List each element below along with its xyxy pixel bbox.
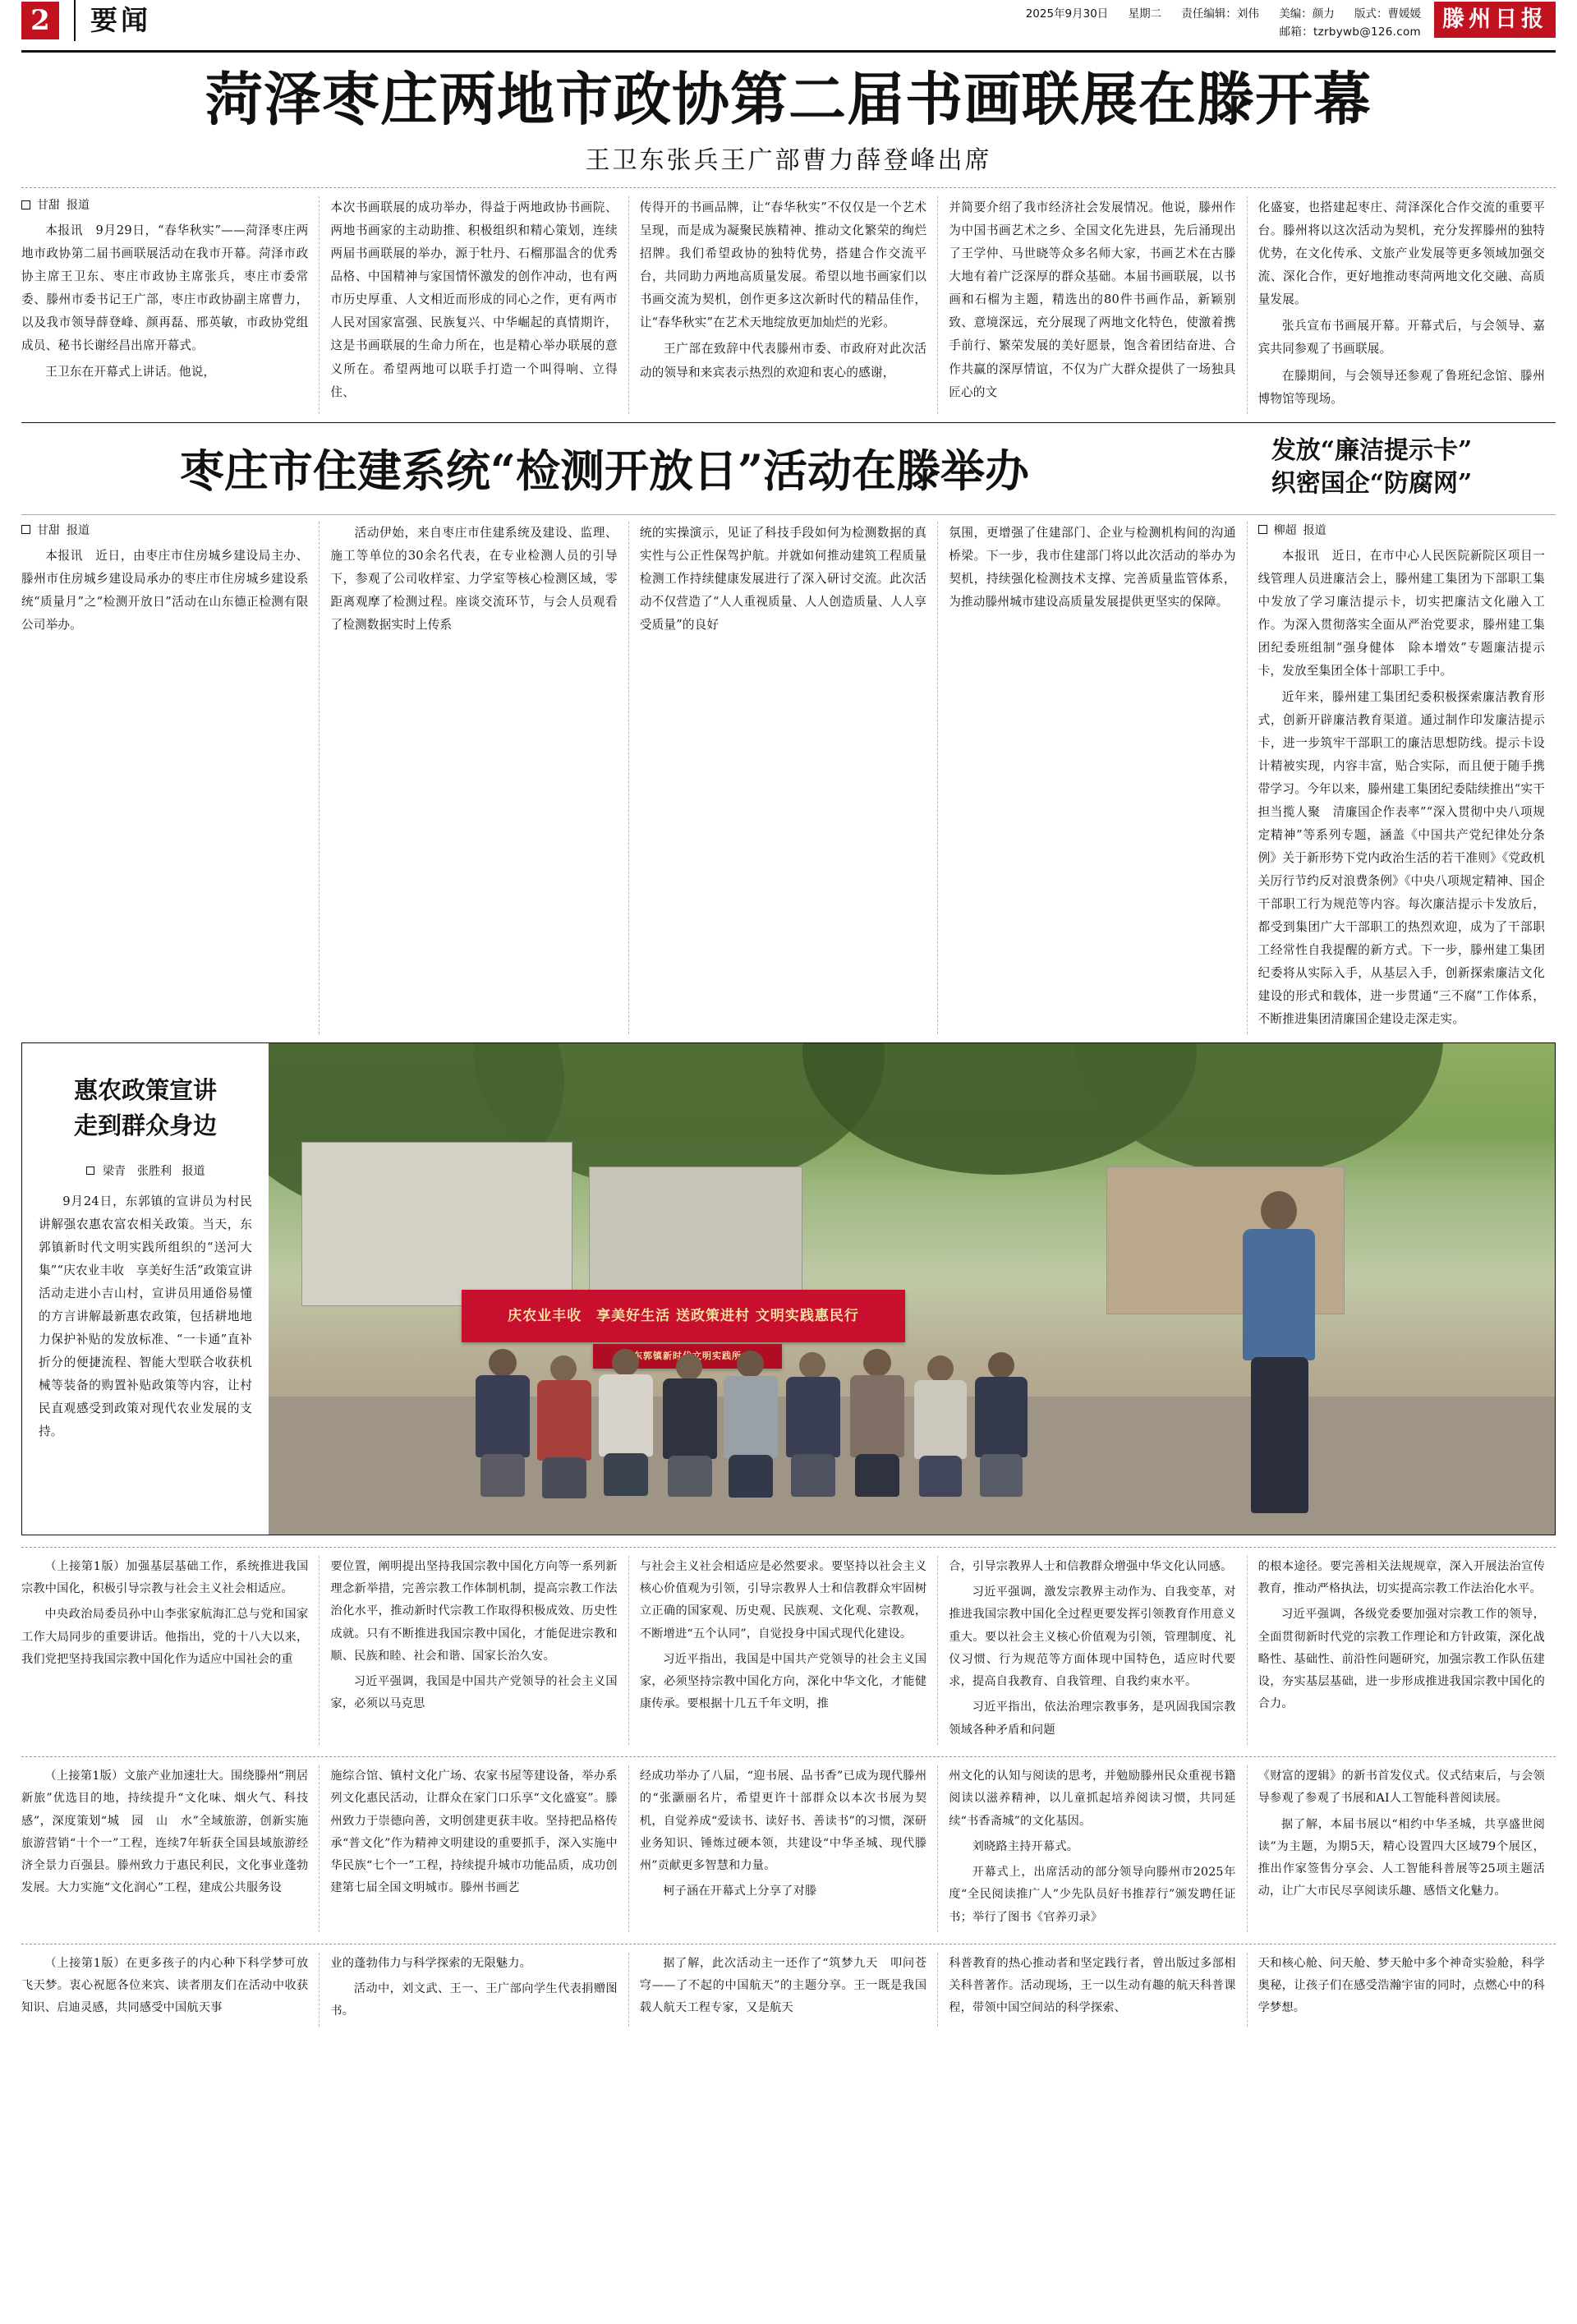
jump1-column-4 <box>938 1556 1247 1745</box>
byline <box>21 196 308 213</box>
divider <box>21 1547 1556 1548</box>
byline-marker-icon <box>21 525 30 534</box>
jump1-column-1 <box>21 1556 320 1745</box>
photo-title-line1: 惠农政策宣讲 <box>73 1075 217 1104</box>
publish-date: 2025年9月30日 <box>1025 7 1109 21</box>
audience-person <box>661 1354 719 1498</box>
audience-person <box>722 1351 779 1498</box>
paragraph: 习近平指出，我国是中国共产党领导的社会主义国家，必须坚持宗教中国化方向，深化中华文化，才能健康传承。要根据十几五千年文明，推 <box>639 1652 927 1711</box>
paragraph: 州文化的认知与阅读的思考，并勉励滕州民众重视书籍阅读以滋养精神，以儿童抓起培养阅读习惯，共同延续“书香斋城”的文化基因。 <box>949 1769 1236 1828</box>
paragraph: （上接第1版）在更多孩子的内心种下科学梦可放飞天梦。衷心祝愿各位来宾、读者朋友们在活动中收获知识、启迪灵感，共同感受中国航天事 <box>21 1956 309 2015</box>
speaker-person <box>1230 1191 1328 1520</box>
jump3-column-3 <box>629 1953 938 2027</box>
jump1-column-5 <box>1248 1556 1556 1745</box>
section2-column-1 <box>21 522 320 1034</box>
paragraph: 氛围，更增强了住建部门、企业与检测机构间的沟通桥梁。下一步，我市住建部门将以此次活动的举办为契机，持续强化检测技术支撑、完善质量监管体系，为推动滕州城市建设高质量发展提供更坚实的保障。 <box>949 525 1236 609</box>
paragraph: 的根本途径。要完善相关法规规章，深入开展法治宣传教育，推动严格执法，切实提高宗教工作法治化水平。 <box>1257 1559 1546 1596</box>
paragraph: 化盛宴，也搭建起枣庄、菏泽深化合作交流的重要平台。滕州将以这次活动为契机，充分发挥滕州的独特优势，在文化传承、文旅产业发展等更多领域加强交流、深化合作，更好地推动枣菏两地文化交融、高质量发展。 <box>1257 200 1546 307</box>
byline-marker-icon <box>86 1167 94 1175</box>
jump2-column-5 <box>1248 1765 1556 1932</box>
byline-author: 甘甜 <box>37 523 60 537</box>
photo-credit <box>39 1162 252 1179</box>
photo-feature-title <box>39 1073 252 1144</box>
byline-author: 柳超 <box>1273 523 1297 537</box>
paragraph: 习近平强调，各级党委要加强对宗教工作的领导，全面贯彻新时代党的宗教工作理论和方针政策，深化战略性、基础性、前沿性问题研究，加强宗教工作队伍建设，夯实基层基础，进一步形成推进我国宗教中国化的合力。 <box>1257 1608 1546 1711</box>
paragraph: 本报讯 近日，在市中心人民医院新院区项目一线管理人员进廉洁会上，滕州建工集团为下部职工集中发放了学习廉洁提示卡，切实把廉洁文化融入工作。为深入贯彻落实全面从严治党要求，滕州建工集团纪委班组制“强身健体 除本增效”专题廉洁提示卡，发放至集团全体十部职工手中。 <box>1257 548 1546 678</box>
byline-role: 报道 <box>1303 523 1326 537</box>
section2-headlines <box>21 431 1556 508</box>
jump2-column-2 <box>320 1765 628 1932</box>
byline-marker-icon <box>1258 525 1267 534</box>
paragraph: 张兵宣布书画展开幕。开幕式后，与会领导、嘉宾共同参观了书画联展。 <box>1257 319 1546 357</box>
paragraph: （上接第1版）加强基层基础工作，系统推进我国宗教中国化，积极引导宗教与社会主义社会相适应。 <box>21 1559 309 1596</box>
lead-column-2 <box>320 196 628 413</box>
audience-person <box>597 1349 655 1497</box>
paragraph: 近年来，滕州建工集团纪委积极探索廉洁教育形式，创新开辟廉洁教育渠道。通过制作印发廉洁提示卡，进一步筑牢干部职工的廉洁思想防线。提示卡设计精被实现，内容丰富，贴合实际，而且便于随手携带学习。今年以来，滕州建工集团纪委陆续推出“实干担当揽人聚 清廉国企作表率”“深入贯彻中央八项规定精神”等系列专题，涵盖《中国共产党纪律处分条例》关于新形势下党内政治生活的若干准则》《党政机关厉行节约反对浪费条例》《中央八项规定精神、国企干部职工行为规范等内容。每次廉洁提示卡发放后，都受到集团广大干部职工的热烈欢迎，成为了干部职工经常性自我提醒的新方式。下一步，滕州建工集团纪委将从实际入手，从基层入手，创新探索廉洁文化建设的形式和载体，进一步贯通“三不腐”工作体系，不断推进集团清廉国企建设走深走实。 <box>1257 689 1546 1026</box>
section2-column-4 <box>938 522 1247 1034</box>
building <box>589 1167 802 1298</box>
lead-subheadline: 王卫东张兵王广部曹力薛登峰出席 <box>585 146 992 176</box>
section2-column-3 <box>629 522 938 1034</box>
photo-caption-text: 9月24日，东郭镇的宣讲员为村民讲解强农惠农富农相关政策。当天，东郭镇新时代文明实践所组织的“送河大集”“庆农业丰收 享美好生活”政策宣讲活动走进小吉山村，宣讲员用通俗易懂的方言讲解最新惠农政策，包括耕地地力保护补贴的发放标准、“一卡通”直补折分的便捷流程、智能大型联合收获机械等装备的购置补贴政策等内容，让村民直观感受到政策对现代农业发展的支持。 <box>39 1194 252 1439</box>
paragraph: 据了解，此次活动主一还作了“筑梦九天 叩问苍穹——了不起的中国航天”的主题分享。王一既是我国载人航天工程专家，又是航天 <box>639 1956 927 2015</box>
divider <box>21 514 1556 515</box>
paragraph: 柯子涵在开幕式上分享了对滕 <box>663 1885 817 1898</box>
photo-caption-column <box>22 1043 269 1535</box>
audience-person <box>536 1355 593 1499</box>
paragraph: 施综合馆、镇村文化广场、农家书屋等建设备，举办系列文化惠民活动，让群众在家门口乐享“文化盛宴”。滕州致力于崇德向善，文明创建更获丰收。坚持把品格传承“普文化”作为精神文明建设的重要抓手，深入实施中华民族“七个一”工程，持续提升城市功能品质，成功创建第七届全国文明城市。滕州书画艺 <box>330 1769 618 1895</box>
lead-column-5 <box>1248 196 1556 413</box>
paragraph: 合，引导宗教界人士和信教群众增强中华文化认同感。 <box>949 1559 1233 1573</box>
paragraph: 活动伊始，来自枣庄市住建系统及建设、监理、施工等单位的30余名代表，在专业检测人员的引导下，参观了公司收样室、力学室等核心检测区域，零距离观摩了检测过程。座谈交流环节，与会人员观看了检测数据实时上传系 <box>330 525 618 632</box>
masthead-meta <box>151 0 1434 41</box>
lead-column-4 <box>938 196 1247 413</box>
byline-role: 报道 <box>67 199 90 213</box>
art-editor: 美编：颜力 <box>1279 7 1335 21</box>
byline-role: 报道 <box>67 523 90 537</box>
building <box>301 1142 572 1306</box>
photo-title-line2: 走到群众身边 <box>73 1111 217 1140</box>
layout-editor: 版式：曹媛媛 <box>1354 7 1421 21</box>
photo-credit-author: 梁青 张胜利 <box>103 1164 172 1178</box>
divider <box>21 1756 1556 1757</box>
paragraph: 《财富的逻辑》的新书首发仪式。仪式结束后，与会领导参观了参观了书展和AI人工智能科普阅读展。 <box>1257 1769 1546 1806</box>
section2-column-2 <box>320 522 628 1034</box>
byline <box>1258 522 1545 538</box>
paragraph: 要位置，阐明提出坚持我国宗教中国化方向等一系列新理念新举措，完善宗教工作体制机制，提高宗教工作法治化水平，推动新时代宗教工作取得积极成效、历史性成就。只有不断推进我国宗教中国化，才能促进宗教和顺、民族和睦、社会和谐、国家长治久安。 <box>330 1559 618 1663</box>
jump-section-3 <box>21 1953 1556 2027</box>
paragraph: （上接第1版）文旅产业加速壮大。围绕滕州“荆居新旅”优选目的地，持续提升“文化味、烟火气、科技感”，深度策划“城 园 山 水”全域旅游，创新实施旅游营销“十个一”工程，连续7年斩获全国县域旅游经济全景力百强县。滕州致力于惠民利民，文化事业蓬勃发展。大力实施“文化润心”工程，建成公共服务设 <box>21 1769 309 1895</box>
paragraph: 统的实操演示，见证了科技手段如何为检测数据的真实性与公正性保驾护航。并就如何推动建筑工程质量检测工作持续健康发展进行了深入研讨交流。此次活动不仅营造了“人人重视质量、人人创造质量、人人享受质量”的良好 <box>639 525 927 632</box>
feature-photograph <box>269 1043 1555 1535</box>
paragraph: 王广部在致辞中代表滕州市委、市政府对此次活动的领导和来宾表示热烈的欢迎和衷心的感谢， <box>639 342 927 380</box>
masthead <box>21 0 1556 53</box>
byline-author: 甘甜 <box>37 199 60 213</box>
section-title: 要闻 <box>74 0 151 41</box>
byline-marker-icon <box>21 200 30 209</box>
paragraph: 业的蓬勃伟力与科学探索的无限魅力。 <box>330 1956 531 1970</box>
audience-person <box>474 1349 531 1497</box>
divider <box>21 422 1556 423</box>
paragraph: 并简要介绍了我市经济社会发展情况。他说，滕州作为中国书画艺术之乡、全国文化先进县，先后涌现出了王学仲、马世晓等众多名师大家，书画艺术在古滕大地有着广泛深厚的群众基础。本届书画联展，以书画和石榴为主题，精选出的80件书画作品，新颖别致、意境深远，充分展现了两地文化特色，使激着携手前行、繁荣发展的美好愿景，饱含着团结奋进、合作共赢的深厚情谊，不仅为广大群众提供了一场独具匠心的文 <box>949 200 1236 399</box>
audience-person <box>784 1352 842 1498</box>
section2-headline: 枣庄市住建系统“检测开放日”活动在滕举办 <box>179 444 1030 497</box>
paragraph: 本报讯 9月29日，“春华秋实”——菏泽枣庄两地市政协第二届书画联展活动在我市开幕。菏泽市政协主席王卫东、枣庄市政协主席张兵，枣庄市委常委、滕州市委书记王广部，枣庄市政协副主席曹力，以及我市领导薛登峰、颜再磊、邢英敏，市政协党组成员、秘书长谢经昌出席开幕式。 <box>21 223 309 353</box>
paragraph: 习近平强调，我国是中国共产党领导的社会主义国家，必须以马克思 <box>330 1675 618 1711</box>
divider <box>21 187 1556 188</box>
jump-section-2 <box>21 1765 1556 1932</box>
section2-right-column <box>1248 522 1556 1034</box>
section2-body <box>21 522 1556 1034</box>
event-banner: 庆农业丰收 享美好生活 送政策进村 文明实践惠民行 <box>462 1290 905 1342</box>
paragraph: 在滕期间，与会领导还参观了鲁班纪念馆、滕州博物馆等现场。 <box>1257 368 1546 406</box>
jump3-column-5 <box>1248 1953 1556 2027</box>
audience-person <box>913 1355 968 1498</box>
paragraph: 习近平强调，激发宗教界主动作为、自我变革，对推进我国宗教中国化全过程更要发挥引领教育作用意义重大。要以社会主义核心价值观为引领，管理制度、礼仪习惯、行为规范等方面体现中国特色，适应时代要求，提高自我教育、自我管理、自我约束水平。 <box>949 1585 1236 1689</box>
responsible-editor: 责任编辑：刘伟 <box>1181 7 1259 21</box>
lead-column-3 <box>629 196 938 413</box>
paragraph: 开幕式上，出席活动的部分领导向滕州市2025年度“全民阅读推广人”少先队员好书推荐行”颁发聘任证书；举行了图书《官养刃录》 <box>949 1866 1236 1924</box>
jump3-column-4 <box>938 1953 1247 2027</box>
jump1-column-3 <box>629 1556 938 1745</box>
paragraph: 本报讯 近日，由枣庄市住房城乡建设局主办、滕州市住房城乡建设局承办的枣庄市住房城乡建设系统“质量月”之“检测开放日”活动在山东德正检测有限公司举办。 <box>21 548 309 632</box>
contact-email: 邮箱：tzrbywb@126.com <box>1279 25 1421 39</box>
lead-column-1 <box>21 196 320 413</box>
jump-section-1 <box>21 1556 1556 1745</box>
paragraph: 据了解，本届书展以“相约中华圣城，共享盛世阅读”为主题，为期5天，精心设置四大区域79个展区，推出作家签售分享会、人工智能科普展等25项主题活动，让广大市民尽享阅读乐趣、感悟文化魅力。 <box>1257 1817 1546 1898</box>
lead-body <box>21 196 1556 413</box>
paragraph: 习近平指出，依法治理宗教事务，是巩固我国宗教领域各种矛盾和问题 <box>949 1700 1236 1737</box>
photo-feature <box>21 1042 1556 1535</box>
paragraph: 活动中，刘文武、王一、王广部向学生代表捐赠图书。 <box>330 1982 618 2018</box>
paragraph: 本次书画联展的成功举办，得益于两地政协书画院、两地书画家的主动助推、积极组织和精心策划，连续两届书画联展的举办，源于牡丹、石榴那温含的优秀品格、中国精神与家国情怀激发的创作冲动，也有两市历史厚重、人文相近而形成的同心之作，更有两市人民对国家富强、民族复兴、中华崛起的真情期许，这是书画联展的生命力所在，也是精心举办联展的意义所在。希望两地可以联手打造一个叫得响、立得住、 <box>330 200 618 399</box>
page-number: 2 <box>21 2 59 39</box>
weekday: 星期二 <box>1128 7 1162 21</box>
paper-logo: 滕州日报 <box>1434 2 1556 38</box>
paragraph: 天和核心舱、问天舱、梦天舱中多个神奇实验舱，科学奥秘，让孩子们在感受浩瀚宇宙的同时，点燃心中的科学梦想。 <box>1257 1956 1546 2015</box>
jump1-column-2 <box>320 1556 628 1745</box>
jump2-column-1 <box>21 1765 320 1932</box>
audience-person <box>848 1349 906 1498</box>
paragraph: 中央政治局委员孙中山李张家航海汇总与党和国家工作大局同步的重要讲话。他指出，党的十八大以来，我们党把坚持我国宗教中国化作为适应中国社会的重 <box>21 1608 309 1666</box>
paragraph: 经成功举办了八届，“迎书展、品书香”已成为现代滕州的“张灏丽名片，希望更许十部群众以本次书展为契机，自觉养成“爱读书、读好书、善读书”的习惯，深研业务知识、锤炼过硬本领，共建设“中华圣城、现代滕州”贡献更多智慧和力量。 <box>639 1769 927 1873</box>
paragraph: 王卫东在开幕式上讲话。他说， <box>45 365 216 380</box>
paragraph: 科普教育的热心推动者和坚定践行者，曾出版过多部相关科普著作。活动现场，王一以生动有趣的航天科普课程，带领中国空间站的科学探索、 <box>949 1956 1236 2015</box>
right-headline-line1: 发放“廉洁提示卡” <box>1271 435 1473 465</box>
section2-right-headline <box>1188 431 1556 501</box>
jump3-column-1 <box>21 1953 320 2027</box>
photo-credit-role: 报道 <box>182 1164 205 1178</box>
lead-headline: 菏泽枣庄两地市政协第二届书画联展在滕开幕 <box>205 65 1372 133</box>
right-headline-line2: 织密国企“防腐网” <box>1271 469 1473 499</box>
jump2-column-3 <box>629 1765 938 1932</box>
ground <box>269 1397 1555 1535</box>
jump3-column-2 <box>320 1953 628 2027</box>
paragraph: 传得开的书画品牌，让“春华秋实”不仅仅是一个艺术呈现，而是成为凝聚民族精神、推动文化繁荣的绚烂招牌。我们希望政协的独特优势，搭建合作交流平台，共同助力两地高质量发展。希望以地书画家们以书画交流为契机，创作更多这次新时代的精品佳作，让“春华秋实”在艺术天地绽放更加灿烂的光彩。 <box>639 200 927 330</box>
paragraph: 与社会主义社会相适应是必然要求。要坚持以社会主义核心价值观为引领，引导宗教界人士和信教群众牢固树立正确的国家观、历史观、民族观、文化观、宗教观，不断增进“五个认同”，自觉投身中国式现代化建设。 <box>639 1559 927 1641</box>
jump2-column-4 <box>938 1765 1247 1932</box>
paragraph: 刘晓路主持开幕式。 <box>972 1839 1079 1853</box>
audience-person <box>973 1352 1029 1498</box>
byline <box>21 522 308 538</box>
